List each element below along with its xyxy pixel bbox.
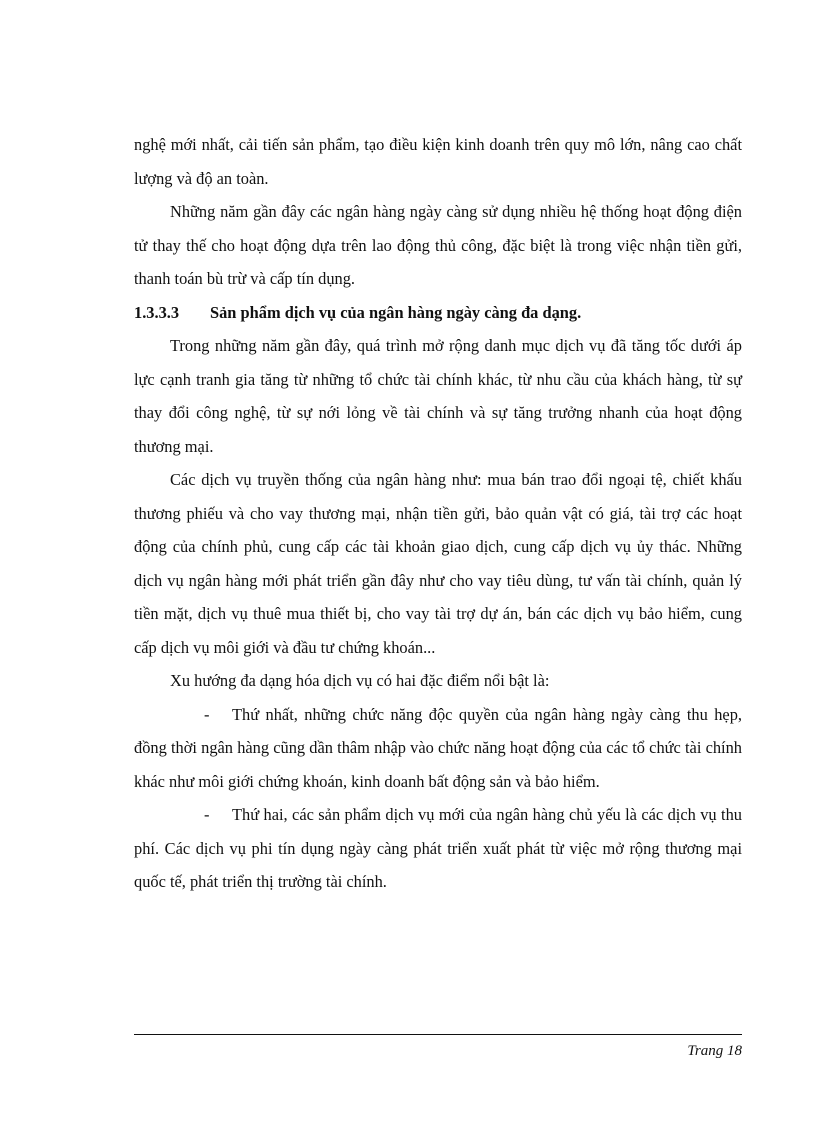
page-number: Trang 18 bbox=[687, 1043, 742, 1059]
footer-divider bbox=[134, 1034, 742, 1035]
list-item-text: Thứ nhất, những chức năng độc quyền của ngân hàng ngày càng thu hẹp, đồng thời ngân hàng cũng dần thâm nhập vào chức năng hoạt động của các tổ chức tài chính khác như môi giới chứng khoán, kinh doanh bất động sản và bảo hiểm. bbox=[134, 704, 742, 791]
list-item bbox=[134, 698, 742, 799]
section-heading bbox=[134, 296, 742, 330]
paragraph: Xu hướng đa dạng hóa dịch vụ có hai đặc điểm nổi bật là: bbox=[170, 671, 550, 690]
bullet-marker: - bbox=[204, 805, 210, 824]
section-title: Sản phẩm dịch vụ của ngân hàng ngày càng đa dạng. bbox=[210, 302, 582, 322]
section-number: 1.3.3.3 bbox=[134, 302, 180, 322]
list-item bbox=[134, 798, 742, 899]
document-body bbox=[134, 128, 742, 899]
list-item-text: Thứ hai, các sản phẩm dịch vụ mới của ngân hàng chủ yếu là các dịch vụ thu phí. Các dịch vụ phi tín dụng ngày càng phát triển xuất phát từ việc mở rộng thương mại quốc tế, phát triển thị trường tài chính. bbox=[134, 805, 742, 891]
paragraph: Các dịch vụ truyền thống của ngân hàng như: mua bán trao đổi ngoại tệ, chiết khấu thương phiếu và cho vay thương mại, nhận tiền gửi, bảo quản vật có giá, tài trợ các hoạt động của chính phủ, cung cấp các tài khoản giao dịch, cung cấp dịch vụ ủy thác. Những dịch vụ ngân hàng mới phát triển gần đây như cho vay tiêu dùng, tư vấn tài chính, quản lý tiền mặt, dịch vụ thuê mua thiết bị, cho vay tài trợ dự án, bán các dịch vụ bảo hiểm, cung cấp dịch vụ môi giới và đầu tư chứng khoán... bbox=[134, 470, 742, 657]
paragraph: Trong những năm gần đây, quá trình mở rộng danh mục dịch vụ đã tăng tốc dưới áp lực cạnh tranh gia tăng từ những tổ chức tài chính khác, từ nhu cầu của khách hàng, từ sự thay đổi công nghệ, từ sự nới lỏng về tài chính và sự tăng trưởng nhanh của hoạt động thương mại. bbox=[134, 336, 742, 456]
bullet-marker: - bbox=[204, 704, 210, 724]
paragraph-continuation: nghệ mới nhất, cải tiến sản phẩm, tạo điều kiện kinh doanh trên quy mô lớn, nâng cao chất lượng và độ an toàn. bbox=[134, 135, 742, 188]
paragraph: Những năm gần đây các ngân hàng ngày càng sử dụng nhiều hệ thống hoạt động điện tử thay thế cho hoạt động dựa trên lao động thủ công, đặc biệt là trong việc nhận tiền gửi, thanh toán bù trừ và cấp tín dụng. bbox=[134, 202, 742, 288]
